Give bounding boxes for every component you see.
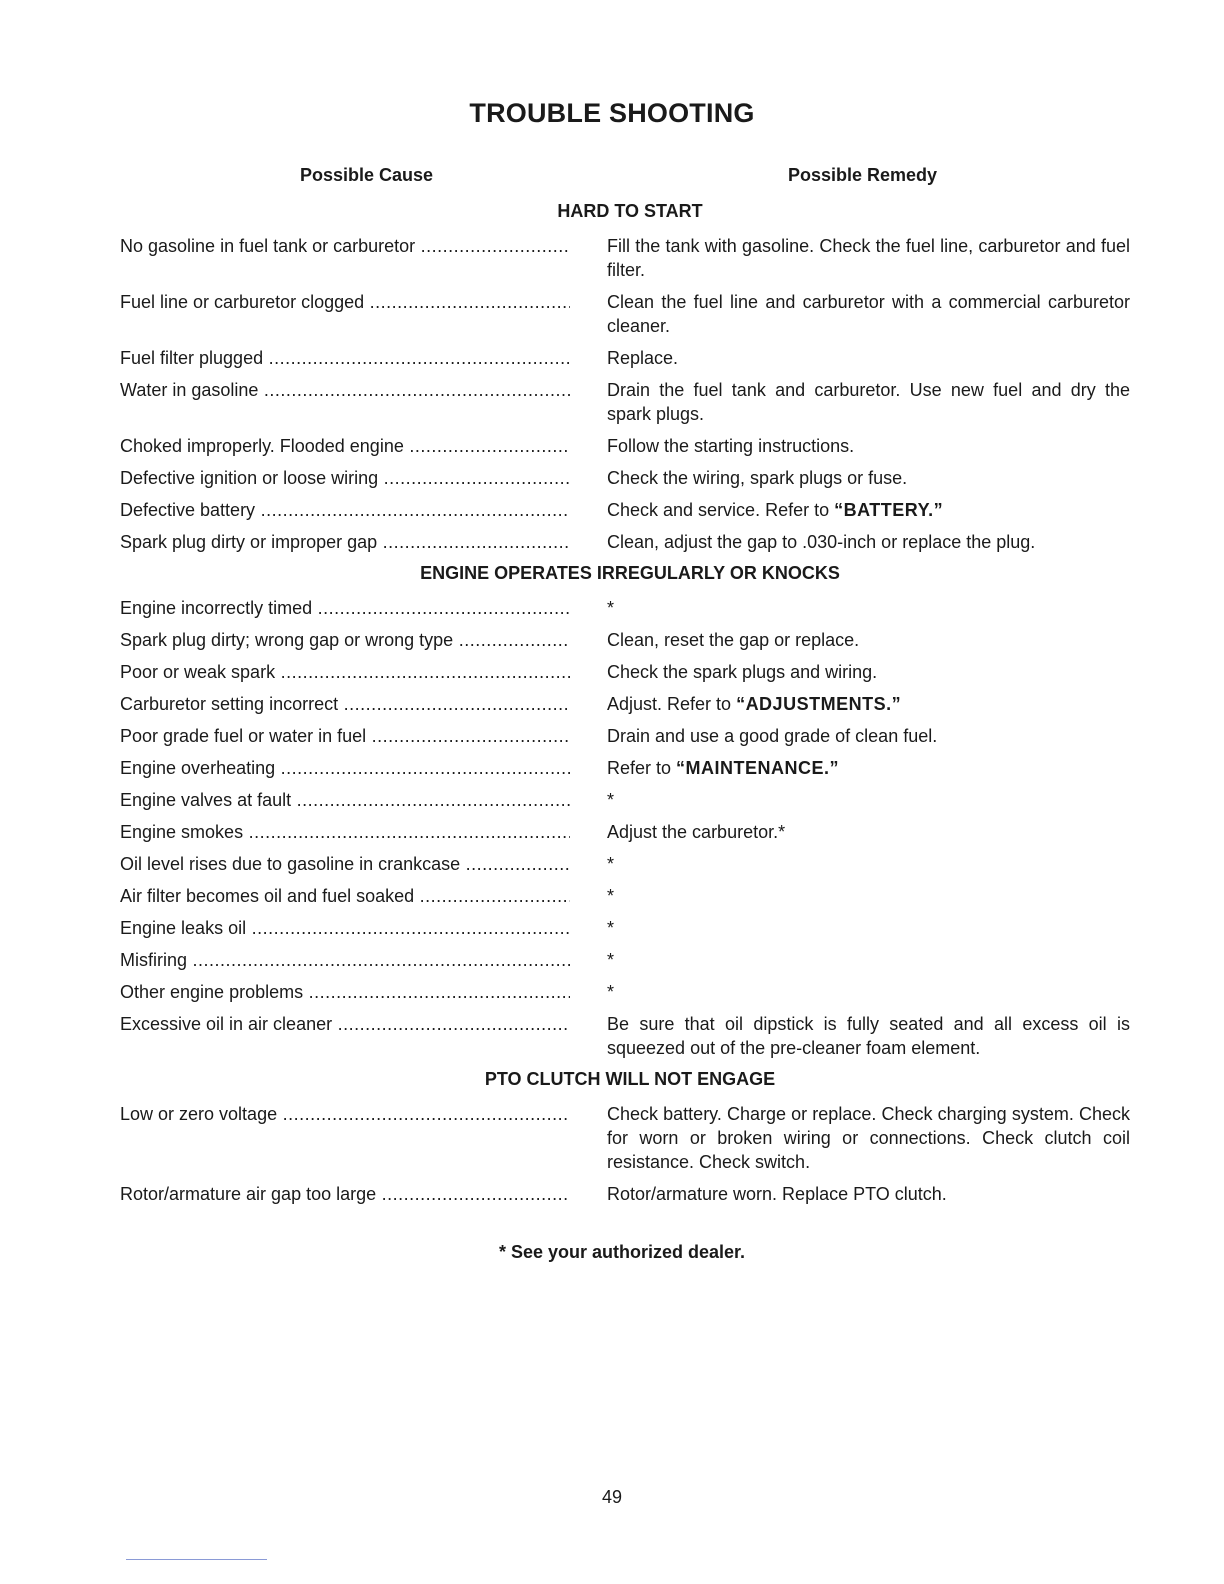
table-row [120, 1012, 1130, 1060]
remedy-text [607, 788, 1130, 812]
table-row [120, 692, 1130, 716]
cause-text: No gasoline in fuel tank or carburetor ..... [120, 234, 570, 282]
table-row [120, 346, 1130, 370]
table-row [120, 948, 1130, 972]
remedy-text [607, 660, 1130, 684]
remedy-text [607, 498, 1130, 522]
remedy-body: Check battery. Charge or replace. Check charging system. Check for worn or broken wiring or connections. Check clutch coil resistance. Check switch. [607, 1104, 1130, 1172]
section-header: HARD TO START [557, 201, 703, 221]
cause-text: Fuel line or carburetor clogged ..... [120, 290, 570, 338]
remedy-body: Follow the starting instructions. [607, 436, 855, 456]
cause-text: Water in gasoline ..... [120, 378, 570, 426]
page-title: TROUBLE SHOOTING [469, 98, 755, 128]
table-row [120, 788, 1130, 812]
cause-text: Defective ignition or loose wiring ..... [120, 466, 570, 490]
table-row [120, 756, 1130, 780]
remedy-text [607, 290, 1130, 338]
remedy-text [607, 692, 1130, 716]
remedy-column-header: Possible Remedy [788, 165, 938, 185]
remedy-body: Clean the fuel line and carburetor with a commercial carburetor cleaner. [607, 292, 1130, 336]
table-row [120, 290, 1130, 338]
remedy-body: * [607, 950, 615, 970]
remedy-body: Check the wiring, spark plugs or fuse. [607, 468, 908, 488]
table-row [120, 434, 1130, 458]
remedy-body: * [607, 886, 615, 906]
cause-text: Engine overheating ..... [120, 756, 570, 780]
cause-text: Excessive oil in air cleaner ..... [120, 1012, 570, 1060]
troubleshooting-table [120, 200, 1130, 1214]
footnote: * See your authorized dealer. [498, 1242, 746, 1262]
remedy-body: Drain the fuel tank and carburetor. Use new fuel and dry the spark plugs. [607, 380, 1130, 424]
remedy-text [607, 916, 1130, 940]
remedy-text [607, 234, 1130, 282]
table-row [120, 1102, 1130, 1174]
remedy-body: * [607, 598, 615, 618]
remedy-text [607, 466, 1130, 490]
remedy-text [607, 724, 1130, 748]
remedy-body: Adjust the carburetor.* [607, 822, 786, 842]
cause-text: Air filter becomes oil and fuel soaked ..... [120, 884, 570, 908]
cause-text: Poor grade fuel or water in fuel ..... [120, 724, 570, 748]
remedy-text [607, 530, 1130, 554]
cause-text: Fuel filter plugged ..... [120, 346, 570, 370]
remedy-text [607, 756, 1130, 780]
cause-text: Poor or weak spark ..... [120, 660, 570, 684]
remedy-text [607, 378, 1130, 426]
remedy-text [607, 948, 1130, 972]
section-reference: “MAINTENANCE.” [676, 758, 840, 778]
cause-text: Misfiring ..... [120, 948, 570, 972]
remedy-text [607, 980, 1130, 1004]
table-row [120, 498, 1130, 522]
section-header: ENGINE OPERATES IRREGULARLY OR KNOCKS [420, 563, 840, 583]
table-row [120, 378, 1130, 426]
remedy-body: * [607, 790, 615, 810]
remedy-body: Clean, adjust the gap to .030-inch or replace the plug. [607, 532, 1036, 552]
table-row [120, 1182, 1130, 1206]
remedy-text [607, 1012, 1130, 1060]
remedy-body: Replace. [607, 348, 679, 368]
cause-column-header: Possible Cause [300, 165, 434, 185]
table-row [120, 466, 1130, 490]
cause-text: Low or zero voltage ..... [120, 1102, 570, 1174]
remedy-text [607, 596, 1130, 620]
remedy-text [607, 852, 1130, 876]
table-row [120, 724, 1130, 748]
remedy-body: Adjust. Refer to [607, 694, 737, 714]
remedy-body: * [607, 918, 615, 938]
remedy-body: Rotor/armature worn. Replace PTO clutch. [607, 1184, 947, 1204]
section-header: PTO CLUTCH WILL NOT ENGAGE [484, 1069, 776, 1089]
cause-text: Spark plug dirty; wrong gap or wrong type ..... [120, 628, 570, 652]
cause-text: Engine leaks oil ..... [120, 916, 570, 940]
cause-text: Defective battery ..... [120, 498, 570, 522]
cause-text: Choked improperly. Flooded engine ..... [120, 434, 570, 458]
cause-text: Carburetor setting incorrect ..... [120, 692, 570, 716]
remedy-text [607, 820, 1130, 844]
cause-text: Spark plug dirty or improper gap ..... [120, 530, 570, 554]
remedy-body: Check the spark plugs and wiring. [607, 662, 878, 682]
cause-text: Oil level rises due to gasoline in crankcase ..... [120, 852, 570, 876]
remedy-body: Clean, reset the gap or replace. [607, 630, 860, 650]
section-reference: “ADJUSTMENTS.” [736, 694, 902, 714]
remedy-text [607, 1182, 1130, 1206]
table-row [120, 980, 1130, 1004]
cause-text: Engine smokes ..... [120, 820, 570, 844]
remedy-text [607, 346, 1130, 370]
remedy-text [607, 628, 1130, 652]
table-row [120, 628, 1130, 652]
table-row [120, 916, 1130, 940]
remedy-body: Check and service. Refer to [607, 500, 835, 520]
remedy-body: Be sure that oil dipstick is fully seated and all excess oil is squeezed out of the pre-cleaner foam element. [607, 1014, 1130, 1058]
table-row [120, 234, 1130, 282]
remedy-text [607, 1102, 1130, 1174]
cause-text: Engine incorrectly timed ..... [120, 596, 570, 620]
remedy-body: Drain and use a good grade of clean fuel. [607, 726, 938, 746]
cause-text: Rotor/armature air gap too large ..... [120, 1182, 570, 1206]
table-row [120, 852, 1130, 876]
page-number: 49 [601, 1487, 623, 1507]
remedy-body: Fill the tank with gasoline. Check the fuel line, carburetor and fuel filter. [607, 236, 1130, 280]
cause-text: Other engine problems ..... [120, 980, 570, 1004]
remedy-body: Refer to [607, 758, 677, 778]
remedy-body: * [607, 854, 615, 874]
remedy-text [607, 884, 1130, 908]
table-row [120, 596, 1130, 620]
remedy-text [607, 434, 1130, 458]
section-reference: “BATTERY.” [834, 500, 944, 520]
table-row [120, 884, 1130, 908]
table-row [120, 820, 1130, 844]
bottom-rule [126, 1559, 267, 1560]
cause-text: Engine valves at fault ..... [120, 788, 570, 812]
remedy-body: * [607, 982, 615, 1002]
table-row [120, 660, 1130, 684]
table-row [120, 530, 1130, 554]
